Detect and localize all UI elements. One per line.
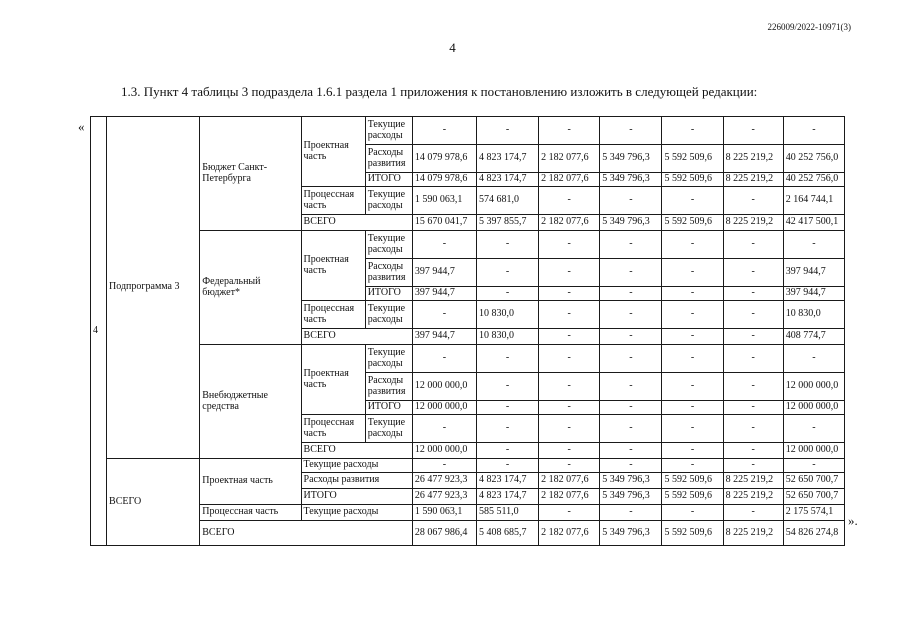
table-row — [91, 459, 845, 473]
value-cell: - — [723, 117, 783, 145]
value-cell: - — [783, 345, 844, 373]
itogo-label: ИТОГО — [365, 173, 412, 187]
value-cell: - — [412, 415, 476, 443]
itogo-label: ИТОГО — [301, 489, 412, 505]
value-cell: - — [476, 415, 538, 443]
value-cell: - — [476, 401, 538, 415]
vsego-label: ВСЕГО — [301, 443, 412, 459]
vsego-label: ВСЕГО — [301, 215, 412, 231]
value-cell: - — [600, 259, 662, 287]
value-cell: 12 000 000,0 — [783, 401, 844, 415]
document-number: 226009/2022-10971(3) — [767, 22, 851, 32]
value-cell: - — [476, 345, 538, 373]
budget-source-name: Внебюджетные средства — [200, 345, 301, 459]
development-expenses-label: Расходы развития — [365, 259, 412, 287]
value-cell: - — [662, 117, 723, 145]
value-cell: 1 590 063,1 — [412, 187, 476, 215]
value-cell: 5 397 855,7 — [476, 215, 538, 231]
value-cell: - — [412, 231, 476, 259]
value-cell: - — [476, 287, 538, 301]
value-cell: 5 408 685,7 — [476, 521, 538, 546]
value-cell: 397 944,7 — [412, 259, 476, 287]
value-cell: - — [662, 259, 723, 287]
value-cell: 12 000 000,0 — [412, 401, 476, 415]
value-cell: 54 826 274,8 — [783, 521, 844, 546]
table-row — [91, 231, 845, 259]
value-cell: - — [539, 187, 600, 215]
value-cell: - — [662, 287, 723, 301]
budget-source-name: Бюджет Санкт-Петербурга — [200, 117, 301, 231]
subprogram-name: Подпрограмма 3 — [107, 117, 200, 459]
value-cell: 4 823 174,7 — [476, 473, 538, 489]
value-cell: 1 590 063,1 — [412, 505, 476, 521]
value-cell: - — [539, 459, 600, 473]
value-cell: 574 681,0 — [476, 187, 538, 215]
value-cell: 8 225 219,2 — [723, 215, 783, 231]
value-cell: 4 823 174,7 — [476, 145, 538, 173]
value-cell: - — [783, 459, 844, 473]
value-cell: - — [600, 231, 662, 259]
opening-quote: « — [78, 119, 85, 134]
value-cell: - — [412, 301, 476, 329]
value-cell: - — [662, 231, 723, 259]
value-cell: - — [539, 117, 600, 145]
value-cell: - — [539, 373, 600, 401]
value-cell: - — [723, 187, 783, 215]
value-cell: - — [412, 459, 476, 473]
development-expenses-label: Расходы развития — [365, 145, 412, 173]
value-cell: 4 823 174,7 — [476, 173, 538, 187]
value-cell: - — [723, 401, 783, 415]
vsego-label: ВСЕГО — [301, 329, 412, 345]
value-cell: 42 417 500,1 — [783, 215, 844, 231]
value-cell: 26 477 923,3 — [412, 489, 476, 505]
row-number: 4 — [91, 117, 107, 546]
intro-paragraph: 1.3. Пункт 4 таблицы 3 подраздела 1.6.1 раздела 1 приложения к постановлению изложить в следующей редакции: — [121, 84, 758, 99]
value-cell: 2 182 077,6 — [539, 521, 600, 546]
table-row — [91, 505, 845, 521]
value-cell: - — [723, 231, 783, 259]
value-cell: 2 182 077,6 — [539, 145, 600, 173]
value-cell: - — [723, 329, 783, 345]
value-cell: - — [600, 117, 662, 145]
value-cell: - — [600, 459, 662, 473]
itogo-label: ИТОГО — [365, 401, 412, 415]
value-cell: 5 592 509,6 — [662, 489, 723, 505]
value-cell: 5 349 796,3 — [600, 489, 662, 505]
value-cell: 397 944,7 — [412, 287, 476, 301]
project-part-label: Проектная часть — [301, 231, 365, 301]
value-cell: 2 182 077,6 — [539, 173, 600, 187]
value-cell: - — [662, 401, 723, 415]
value-cell: - — [476, 231, 538, 259]
value-cell: 5 592 509,6 — [662, 215, 723, 231]
value-cell: - — [539, 415, 600, 443]
value-cell: 397 944,7 — [783, 259, 844, 287]
value-cell: 12 000 000,0 — [412, 443, 476, 459]
value-cell: - — [600, 415, 662, 443]
value-cell: - — [539, 259, 600, 287]
grand-total-label: ВСЕГО — [107, 459, 200, 546]
value-cell: 28 067 986,4 — [412, 521, 476, 546]
process-part-label: Процессная часть — [301, 187, 365, 215]
value-cell: - — [723, 259, 783, 287]
value-cell: 5 349 796,3 — [600, 145, 662, 173]
value-cell: 8 225 219,2 — [723, 521, 783, 546]
value-cell: - — [723, 459, 783, 473]
project-part-label: Проектная часть — [301, 117, 365, 187]
page-number: 4 — [449, 40, 456, 55]
value-cell: 397 944,7 — [412, 329, 476, 345]
value-cell: - — [662, 345, 723, 373]
value-cell: 14 079 978,6 — [412, 145, 476, 173]
value-cell: 5 592 509,6 — [662, 145, 723, 173]
value-cell: 5 349 796,3 — [600, 215, 662, 231]
process-part-label: Процессная часть — [200, 505, 301, 521]
value-cell: 8 225 219,2 — [723, 173, 783, 187]
development-expenses-label: Расходы развития — [301, 473, 412, 489]
value-cell: - — [600, 505, 662, 521]
value-cell: - — [412, 117, 476, 145]
current-expenses-label: Текущие расходы — [365, 301, 412, 329]
value-cell: - — [723, 301, 783, 329]
value-cell: - — [600, 329, 662, 345]
value-cell: 5 349 796,3 — [600, 521, 662, 546]
value-cell: - — [662, 459, 723, 473]
value-cell: - — [723, 443, 783, 459]
value-cell: - — [600, 401, 662, 415]
vsego-label: ВСЕГО — [200, 521, 413, 546]
process-part-label: Процессная часть — [301, 415, 365, 443]
value-cell: 12 000 000,0 — [783, 443, 844, 459]
table-row — [91, 117, 845, 145]
value-cell: - — [600, 301, 662, 329]
value-cell: - — [600, 443, 662, 459]
value-cell: - — [600, 345, 662, 373]
value-cell: 397 944,7 — [783, 287, 844, 301]
current-expenses-label: Текущие расходы — [365, 117, 412, 145]
value-cell: - — [723, 415, 783, 443]
value-cell: 2 182 077,6 — [539, 489, 600, 505]
value-cell: - — [723, 373, 783, 401]
value-cell: 12 000 000,0 — [412, 373, 476, 401]
value-cell: - — [600, 373, 662, 401]
current-expenses-label: Текущие расходы — [365, 187, 412, 215]
value-cell: 40 252 756,0 — [783, 145, 844, 173]
value-cell: - — [539, 401, 600, 415]
current-expenses-label: Текущие расходы — [301, 459, 412, 473]
value-cell: - — [539, 231, 600, 259]
value-cell: 5 349 796,3 — [600, 473, 662, 489]
value-cell: - — [600, 287, 662, 301]
current-expenses-label: Текущие расходы — [365, 231, 412, 259]
value-cell: 14 079 978,6 — [412, 173, 476, 187]
value-cell: - — [539, 443, 600, 459]
value-cell: 26 477 923,3 — [412, 473, 476, 489]
value-cell: 40 252 756,0 — [783, 173, 844, 187]
value-cell: 585 511,0 — [476, 505, 538, 521]
value-cell: - — [539, 505, 600, 521]
value-cell: - — [662, 187, 723, 215]
development-expenses-label: Расходы развития — [365, 373, 412, 401]
value-cell: 8 225 219,2 — [723, 489, 783, 505]
project-part-label: Проектная часть — [200, 459, 301, 505]
value-cell: 8 225 219,2 — [723, 473, 783, 489]
table-row — [91, 345, 845, 373]
value-cell: 2 182 077,6 — [539, 215, 600, 231]
value-cell: 52 650 700,7 — [783, 489, 844, 505]
current-expenses-label: Текущие расходы — [365, 345, 412, 373]
budget-source-name: Федеральный бюджет* — [200, 231, 301, 345]
value-cell: - — [662, 373, 723, 401]
value-cell: 10 830,0 — [783, 301, 844, 329]
current-expenses-label: Текущие расходы — [301, 505, 412, 521]
value-cell: 5 349 796,3 — [600, 173, 662, 187]
value-cell: - — [539, 301, 600, 329]
value-cell: - — [600, 187, 662, 215]
value-cell: 5 592 509,6 — [662, 521, 723, 546]
value-cell: - — [412, 345, 476, 373]
value-cell: 12 000 000,0 — [783, 373, 844, 401]
value-cell: - — [662, 329, 723, 345]
value-cell: - — [783, 415, 844, 443]
value-cell: - — [723, 287, 783, 301]
value-cell: - — [723, 505, 783, 521]
value-cell: 10 830,0 — [476, 301, 538, 329]
value-cell: - — [662, 415, 723, 443]
value-cell: 408 774,7 — [783, 329, 844, 345]
value-cell: - — [476, 373, 538, 401]
value-cell: - — [783, 117, 844, 145]
value-cell: 10 830,0 — [476, 329, 538, 345]
value-cell: 5 592 509,6 — [662, 473, 723, 489]
project-part-label: Проектная часть — [301, 345, 365, 415]
closing-quote: ». — [848, 513, 858, 528]
value-cell: - — [662, 301, 723, 329]
value-cell: 8 225 219,2 — [723, 145, 783, 173]
value-cell: - — [662, 443, 723, 459]
table-row — [91, 521, 845, 546]
current-expenses-label: Текущие расходы — [365, 415, 412, 443]
value-cell: - — [476, 459, 538, 473]
value-cell: - — [539, 287, 600, 301]
value-cell: - — [539, 329, 600, 345]
process-part-label: Процессная часть — [301, 301, 365, 329]
value-cell: - — [723, 345, 783, 373]
value-cell: 4 823 174,7 — [476, 489, 538, 505]
itogo-label: ИТОГО — [365, 287, 412, 301]
value-cell: - — [662, 505, 723, 521]
value-cell: - — [783, 231, 844, 259]
value-cell: 2 182 077,6 — [539, 473, 600, 489]
value-cell: - — [476, 443, 538, 459]
value-cell: 15 670 041,7 — [412, 215, 476, 231]
funding-table — [90, 116, 845, 546]
value-cell: 5 592 509,6 — [662, 173, 723, 187]
value-cell: 52 650 700,7 — [783, 473, 844, 489]
value-cell: - — [539, 345, 600, 373]
value-cell: 2 175 574,1 — [783, 505, 844, 521]
value-cell: - — [476, 117, 538, 145]
value-cell: - — [476, 259, 538, 287]
value-cell: 2 164 744,1 — [783, 187, 844, 215]
